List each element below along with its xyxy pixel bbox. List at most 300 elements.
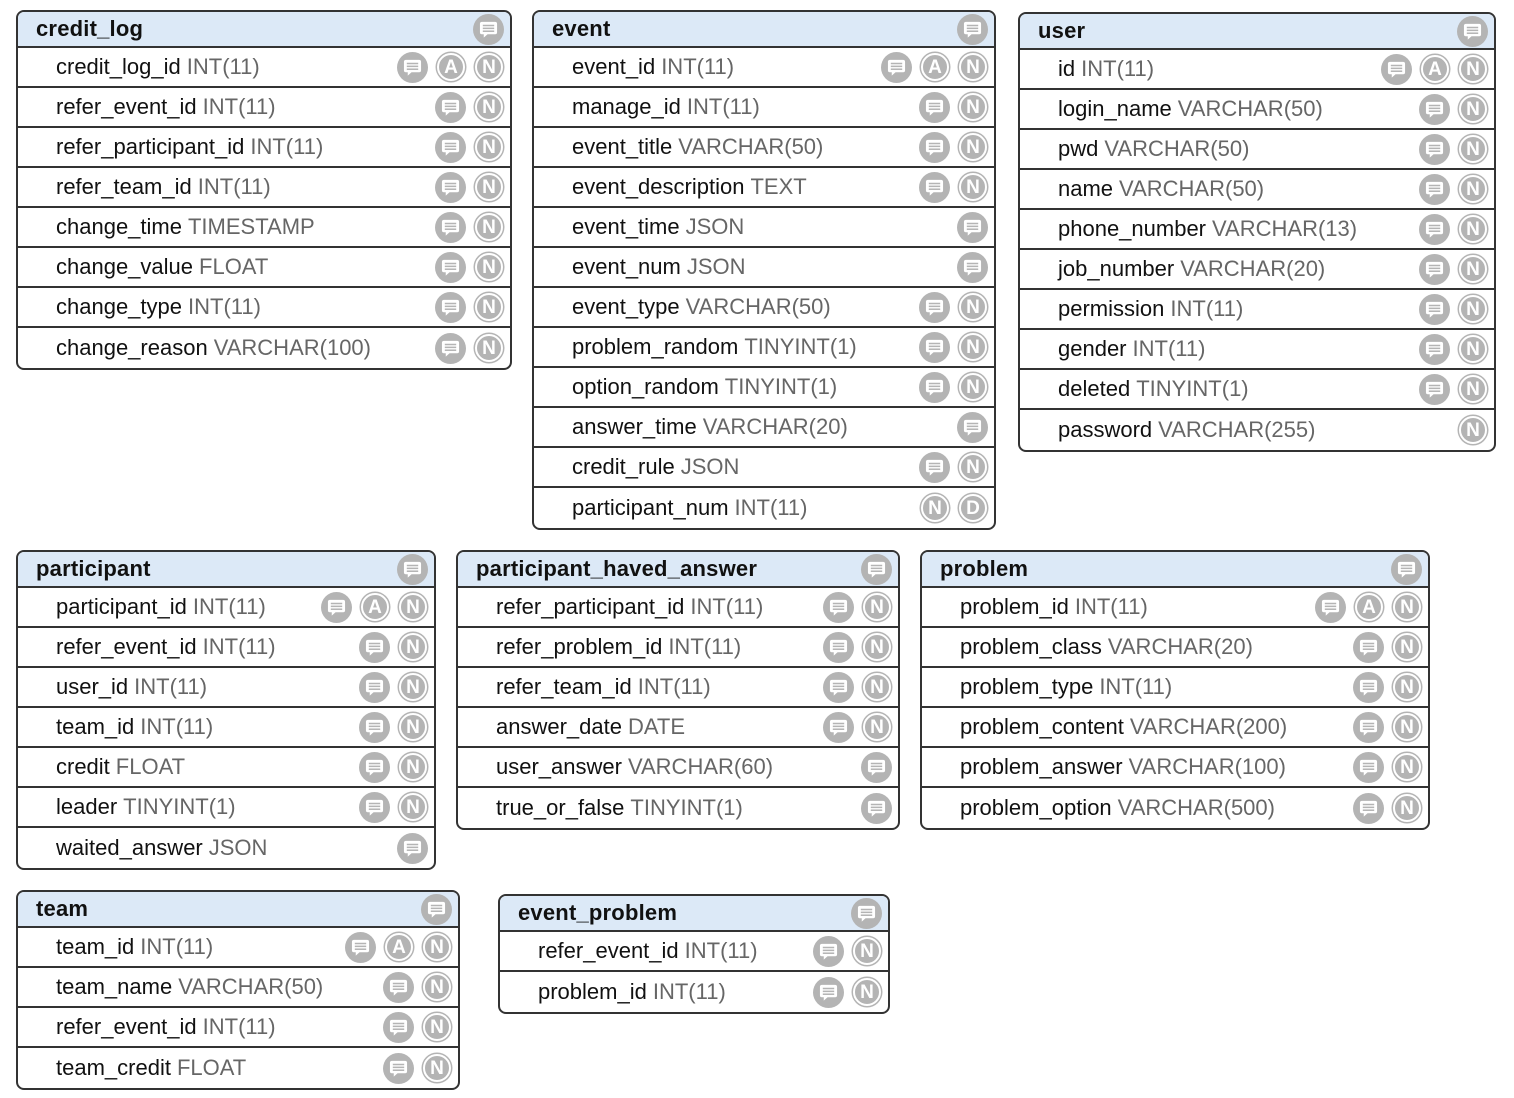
column-type: INT(11) bbox=[690, 594, 764, 619]
column-row[interactable] bbox=[18, 328, 510, 368]
not-null-icon[interactable]: N bbox=[959, 133, 987, 161]
column-row[interactable] bbox=[922, 748, 1428, 788]
not-null-icon[interactable]: N bbox=[399, 633, 427, 661]
column-name: change_reason bbox=[56, 335, 208, 360]
header-icons bbox=[851, 898, 882, 929]
column-name: user_id bbox=[56, 674, 129, 699]
comment-icon[interactable] bbox=[1381, 54, 1412, 85]
table-event[interactable] bbox=[532, 10, 996, 530]
column-row[interactable] bbox=[18, 708, 434, 748]
column-row[interactable] bbox=[1020, 210, 1494, 250]
column-label bbox=[572, 214, 744, 240]
column-row[interactable] bbox=[18, 288, 510, 328]
not-null-icon[interactable]: N bbox=[399, 713, 427, 741]
comment-icon[interactable] bbox=[1419, 294, 1450, 325]
comment-icon[interactable] bbox=[435, 92, 466, 123]
comment-icon[interactable] bbox=[823, 632, 854, 663]
column-type: VARCHAR(50) bbox=[178, 974, 324, 999]
column-row[interactable] bbox=[18, 928, 458, 968]
column-row[interactable] bbox=[18, 48, 510, 88]
column-row[interactable] bbox=[534, 208, 994, 248]
not-null-icon[interactable]: N bbox=[1459, 175, 1487, 203]
not-null-icon[interactable]: N bbox=[1459, 375, 1487, 403]
column-row[interactable] bbox=[18, 628, 434, 668]
comment-icon[interactable] bbox=[1419, 94, 1450, 125]
table-header[interactable] bbox=[922, 552, 1428, 588]
column-row[interactable] bbox=[534, 368, 994, 408]
not-null-icon[interactable]: N bbox=[1393, 753, 1421, 781]
column-row[interactable] bbox=[18, 128, 510, 168]
not-null-icon[interactable]: N bbox=[475, 133, 503, 161]
column-badges bbox=[1458, 415, 1488, 445]
column-badges bbox=[383, 1053, 452, 1084]
column-type: FLOAT bbox=[199, 254, 269, 279]
column-row[interactable] bbox=[458, 668, 898, 708]
comment-icon[interactable] bbox=[1419, 174, 1450, 205]
column-type: INT(11) bbox=[1099, 674, 1173, 699]
comment-icon[interactable] bbox=[359, 672, 390, 703]
not-null-icon[interactable]: N bbox=[399, 793, 427, 821]
column-label bbox=[1058, 417, 1315, 443]
column-type: VARCHAR(50) bbox=[678, 134, 824, 159]
column-label bbox=[56, 174, 271, 200]
comment-icon[interactable] bbox=[919, 332, 950, 363]
column-name: login_name bbox=[1058, 96, 1172, 121]
column-type: VARCHAR(50) bbox=[1119, 176, 1265, 201]
comment-icon[interactable] bbox=[919, 92, 950, 123]
comment-icon[interactable] bbox=[359, 792, 390, 823]
comment-icon[interactable] bbox=[359, 752, 390, 783]
column-badges bbox=[1353, 632, 1422, 663]
column-type: FLOAT bbox=[115, 754, 186, 779]
column-name: participant_id bbox=[56, 594, 187, 619]
column-label bbox=[572, 495, 807, 521]
comment-icon[interactable] bbox=[919, 452, 950, 483]
not-null-icon[interactable]: N bbox=[959, 333, 987, 361]
column-row[interactable] bbox=[922, 588, 1428, 628]
not-null-icon[interactable]: N bbox=[1459, 135, 1487, 163]
comment-icon[interactable] bbox=[1457, 16, 1488, 47]
table-header[interactable] bbox=[18, 552, 434, 588]
comment-icon[interactable] bbox=[813, 977, 844, 1008]
column-type: INT(11) bbox=[652, 979, 726, 1004]
column-type: INT(11) bbox=[734, 495, 808, 520]
column-type: VARCHAR(50) bbox=[1104, 136, 1250, 161]
comment-icon[interactable] bbox=[861, 752, 892, 783]
not-null-icon[interactable]: N bbox=[475, 93, 503, 121]
not-null-icon[interactable]: N bbox=[1459, 255, 1487, 283]
column-label bbox=[56, 634, 276, 660]
comment-icon[interactable] bbox=[435, 172, 466, 203]
table-header[interactable] bbox=[534, 12, 994, 48]
comment-icon[interactable] bbox=[435, 252, 466, 283]
header-icons bbox=[1391, 554, 1422, 585]
column-row[interactable] bbox=[18, 248, 510, 288]
not-null-icon[interactable]: N bbox=[1459, 215, 1487, 243]
comment-icon[interactable] bbox=[435, 292, 466, 323]
comment-icon[interactable] bbox=[1315, 592, 1346, 623]
not-null-icon[interactable]: N bbox=[959, 173, 987, 201]
column-type: VARCHAR(500) bbox=[1117, 795, 1275, 820]
column-row[interactable] bbox=[534, 328, 994, 368]
column-badges bbox=[920, 493, 988, 523]
column-name: waited_answer bbox=[56, 835, 203, 860]
column-label bbox=[1058, 56, 1154, 82]
column-label bbox=[56, 674, 207, 700]
column-badges bbox=[919, 372, 988, 403]
comment-icon[interactable] bbox=[957, 212, 988, 243]
not-null-icon[interactable]: N bbox=[863, 713, 891, 741]
column-type: VARCHAR(20) bbox=[702, 414, 848, 439]
column-row[interactable] bbox=[534, 488, 994, 528]
column-badges bbox=[435, 333, 504, 364]
not-null-icon[interactable]: N bbox=[475, 334, 503, 362]
table-title: event bbox=[552, 16, 611, 41]
column-row[interactable] bbox=[534, 128, 994, 168]
table-title: problem bbox=[940, 556, 1029, 581]
column-name: team_credit bbox=[56, 1055, 171, 1080]
comment-icon[interactable] bbox=[861, 554, 892, 585]
comment-icon[interactable] bbox=[397, 52, 428, 83]
comment-icon[interactable] bbox=[823, 592, 854, 623]
comment-icon[interactable] bbox=[321, 592, 352, 623]
comment-icon[interactable] bbox=[383, 1053, 414, 1084]
not-null-icon[interactable]: N bbox=[959, 93, 987, 121]
column-row[interactable] bbox=[18, 668, 434, 708]
column-row[interactable] bbox=[18, 1048, 458, 1088]
column-badges bbox=[397, 52, 504, 83]
column-name: credit bbox=[56, 754, 110, 779]
table-team[interactable] bbox=[16, 890, 460, 1090]
column-badges bbox=[383, 1012, 452, 1043]
comment-icon[interactable] bbox=[823, 672, 854, 703]
comment-icon[interactable] bbox=[383, 972, 414, 1003]
header-icons bbox=[397, 554, 428, 585]
column-type: VARCHAR(255) bbox=[1158, 417, 1316, 442]
column-label bbox=[1058, 256, 1325, 282]
not-null-icon[interactable]: N bbox=[959, 453, 987, 481]
table-header[interactable] bbox=[458, 552, 898, 588]
column-badges bbox=[823, 632, 892, 663]
comment-icon[interactable] bbox=[919, 132, 950, 163]
header-icons bbox=[861, 554, 892, 585]
comment-icon[interactable] bbox=[1419, 374, 1450, 405]
column-badges bbox=[1419, 374, 1488, 405]
comment-icon[interactable] bbox=[345, 932, 376, 963]
comment-icon[interactable] bbox=[1419, 334, 1450, 365]
column-name: refer_problem_id bbox=[496, 634, 663, 659]
column-type: JSON bbox=[680, 454, 740, 479]
column-badges bbox=[1419, 94, 1488, 125]
column-row[interactable] bbox=[18, 968, 458, 1008]
column-badges bbox=[1419, 174, 1488, 205]
not-null-icon[interactable]: N bbox=[423, 1054, 451, 1082]
column-type: VARCHAR(200) bbox=[1129, 714, 1288, 739]
table-user[interactable] bbox=[1018, 12, 1496, 452]
table-header[interactable] bbox=[18, 892, 458, 928]
column-type: INT(11) bbox=[661, 54, 735, 79]
table-event-problem[interactable] bbox=[498, 894, 890, 1014]
column-row[interactable] bbox=[922, 668, 1428, 708]
column-type: INT(11) bbox=[637, 674, 711, 699]
not-null-icon[interactable]: N bbox=[399, 673, 427, 701]
column-label bbox=[1058, 136, 1249, 162]
column-type: INT(11) bbox=[684, 938, 758, 963]
column-type: VARCHAR(60) bbox=[627, 754, 774, 779]
comment-icon[interactable] bbox=[359, 632, 390, 663]
comment-icon[interactable] bbox=[919, 372, 950, 403]
auto-increment-icon[interactable]: A bbox=[1421, 55, 1449, 83]
column-type: INT(11) bbox=[186, 54, 260, 79]
table-title: event_problem bbox=[518, 900, 678, 925]
column-row[interactable] bbox=[458, 588, 898, 628]
column-row[interactable] bbox=[458, 788, 898, 828]
column-name: problem_answer bbox=[960, 754, 1123, 779]
column-label bbox=[572, 454, 739, 480]
comment-icon[interactable] bbox=[957, 14, 988, 45]
column-type: JSON bbox=[686, 254, 746, 279]
column-row[interactable] bbox=[18, 828, 434, 868]
column-type: INT(11) bbox=[668, 634, 742, 659]
not-null-icon[interactable]: N bbox=[475, 253, 503, 281]
column-label bbox=[56, 794, 236, 820]
column-name: credit_rule bbox=[572, 454, 675, 479]
column-row[interactable] bbox=[1020, 90, 1494, 130]
auto-increment-icon[interactable]: A bbox=[921, 53, 949, 81]
column-type: TIMESTAMP bbox=[187, 214, 315, 239]
not-null-icon[interactable]: N bbox=[1459, 335, 1487, 363]
not-null-icon[interactable]: N bbox=[1459, 95, 1487, 123]
not-null-icon[interactable]: N bbox=[475, 173, 503, 201]
column-name: pwd bbox=[1058, 136, 1099, 161]
not-null-icon[interactable]: N bbox=[1393, 593, 1421, 621]
not-null-icon[interactable]: N bbox=[921, 494, 949, 522]
not-null-icon[interactable]: N bbox=[423, 1013, 451, 1041]
comment-icon[interactable] bbox=[823, 712, 854, 743]
comment-icon[interactable] bbox=[861, 793, 892, 824]
column-name: refer_event_id bbox=[56, 1014, 197, 1039]
comment-icon[interactable] bbox=[397, 833, 428, 864]
column-row[interactable] bbox=[458, 628, 898, 668]
table-credit-log[interactable] bbox=[16, 10, 512, 370]
not-null-icon[interactable]: N bbox=[959, 293, 987, 321]
not-null-icon[interactable]: N bbox=[863, 633, 891, 661]
table-header[interactable] bbox=[18, 12, 510, 48]
column-row[interactable] bbox=[1020, 130, 1494, 170]
not-null-icon[interactable]: N bbox=[1393, 673, 1421, 701]
comment-icon[interactable] bbox=[359, 712, 390, 743]
not-null-icon[interactable]: N bbox=[423, 933, 451, 961]
comment-icon[interactable] bbox=[919, 172, 950, 203]
column-type: TINYINT(1) bbox=[1136, 376, 1249, 401]
column-badges bbox=[919, 172, 988, 203]
not-null-icon[interactable]: N bbox=[399, 593, 427, 621]
auto-increment-icon[interactable]: A bbox=[1355, 593, 1383, 621]
column-badges bbox=[957, 412, 988, 443]
comment-icon[interactable] bbox=[957, 252, 988, 283]
column-row[interactable] bbox=[18, 208, 510, 248]
comment-icon[interactable] bbox=[1353, 632, 1384, 663]
column-row[interactable] bbox=[458, 748, 898, 788]
column-type: INT(11) bbox=[140, 934, 214, 959]
default-icon[interactable]: D bbox=[959, 494, 987, 522]
not-null-icon[interactable]: N bbox=[399, 753, 427, 781]
column-row[interactable] bbox=[1020, 330, 1494, 370]
not-null-icon[interactable]: N bbox=[1393, 713, 1421, 741]
column-label bbox=[960, 634, 1253, 660]
column-label bbox=[960, 674, 1172, 700]
not-null-icon[interactable]: N bbox=[959, 53, 987, 81]
column-row[interactable] bbox=[1020, 370, 1494, 410]
column-type: VARCHAR(100) bbox=[1128, 754, 1286, 779]
comment-icon[interactable] bbox=[435, 132, 466, 163]
comment-icon[interactable] bbox=[435, 333, 466, 364]
not-null-icon[interactable]: N bbox=[1393, 794, 1421, 822]
column-label bbox=[56, 294, 261, 320]
comment-icon[interactable] bbox=[435, 212, 466, 243]
column-name: manage_id bbox=[572, 94, 681, 119]
column-type: INT(11) bbox=[1081, 56, 1155, 81]
column-row[interactable] bbox=[534, 248, 994, 288]
column-row[interactable] bbox=[500, 972, 888, 1012]
not-null-icon[interactable]: N bbox=[475, 213, 503, 241]
table-title: credit_log bbox=[36, 16, 144, 41]
column-type: TINYINT(1) bbox=[123, 794, 236, 819]
auto-increment-icon[interactable]: A bbox=[385, 933, 413, 961]
column-row[interactable] bbox=[922, 788, 1428, 828]
column-row[interactable] bbox=[922, 708, 1428, 748]
column-badges bbox=[383, 972, 452, 1003]
column-type: INT(11) bbox=[188, 294, 261, 319]
not-null-icon[interactable]: N bbox=[1459, 416, 1487, 444]
not-null-icon[interactable]: N bbox=[863, 593, 891, 621]
not-null-icon[interactable]: N bbox=[423, 973, 451, 1001]
column-row[interactable] bbox=[18, 588, 434, 628]
column-badges bbox=[813, 977, 882, 1008]
column-row[interactable] bbox=[1020, 290, 1494, 330]
column-label bbox=[1058, 376, 1249, 402]
column-label bbox=[572, 174, 807, 200]
header-icons bbox=[421, 894, 452, 925]
comment-icon[interactable] bbox=[919, 292, 950, 323]
column-label bbox=[1058, 176, 1264, 202]
column-type: VARCHAR(20) bbox=[1107, 634, 1253, 659]
column-row[interactable] bbox=[534, 288, 994, 328]
not-null-icon[interactable]: N bbox=[1459, 295, 1487, 323]
table-header[interactable] bbox=[1020, 14, 1494, 50]
not-null-icon[interactable]: N bbox=[863, 673, 891, 701]
column-row[interactable] bbox=[922, 628, 1428, 668]
comment-icon[interactable] bbox=[1353, 672, 1384, 703]
comment-icon[interactable] bbox=[1391, 554, 1422, 585]
column-name: event_id bbox=[572, 54, 656, 79]
column-name: id bbox=[1058, 56, 1076, 81]
comment-icon[interactable] bbox=[957, 412, 988, 443]
column-row[interactable] bbox=[18, 788, 434, 828]
auto-increment-icon[interactable]: A bbox=[437, 53, 465, 81]
column-label bbox=[496, 714, 685, 740]
column-type: INT(11) bbox=[202, 1014, 276, 1039]
column-row[interactable] bbox=[18, 168, 510, 208]
table-participant[interactable] bbox=[16, 550, 436, 870]
column-row[interactable] bbox=[534, 88, 994, 128]
table-title: participant bbox=[36, 556, 151, 581]
not-null-icon[interactable]: N bbox=[1393, 633, 1421, 661]
column-row[interactable] bbox=[534, 48, 994, 88]
comment-icon[interactable] bbox=[813, 936, 844, 967]
comment-icon[interactable] bbox=[1419, 214, 1450, 245]
column-row[interactable] bbox=[1020, 410, 1494, 450]
not-null-icon[interactable]: N bbox=[853, 937, 881, 965]
column-row[interactable] bbox=[534, 448, 994, 488]
column-label bbox=[1058, 96, 1323, 122]
auto-increment-icon[interactable]: A bbox=[361, 593, 389, 621]
column-name: problem_type bbox=[960, 674, 1094, 699]
column-badges bbox=[435, 292, 504, 323]
column-row[interactable] bbox=[500, 932, 888, 972]
column-badges bbox=[1381, 54, 1488, 85]
column-name: name bbox=[1058, 176, 1114, 201]
column-row[interactable] bbox=[18, 1008, 458, 1048]
comment-icon[interactable] bbox=[1419, 254, 1450, 285]
column-row[interactable] bbox=[18, 88, 510, 128]
column-row[interactable] bbox=[534, 168, 994, 208]
not-null-icon[interactable]: N bbox=[475, 53, 503, 81]
comment-icon[interactable] bbox=[1353, 712, 1384, 743]
column-label bbox=[1058, 296, 1243, 322]
not-null-icon[interactable]: N bbox=[1459, 55, 1487, 83]
comment-icon[interactable] bbox=[1353, 752, 1384, 783]
column-name: participant_num bbox=[572, 495, 729, 520]
comment-icon[interactable] bbox=[1353, 793, 1384, 824]
column-row[interactable] bbox=[18, 748, 434, 788]
column-badges bbox=[321, 592, 428, 623]
column-badges bbox=[919, 92, 988, 123]
column-type: DATE bbox=[627, 714, 686, 739]
column-label bbox=[572, 134, 823, 160]
table-participant-haved-answer[interactable] bbox=[456, 550, 900, 830]
column-row[interactable] bbox=[1020, 50, 1494, 90]
not-null-icon[interactable]: N bbox=[475, 293, 503, 321]
not-null-icon[interactable]: N bbox=[959, 373, 987, 401]
comment-icon[interactable] bbox=[383, 1012, 414, 1043]
comment-icon[interactable] bbox=[421, 894, 452, 925]
table-problem[interactable] bbox=[920, 550, 1430, 830]
column-label bbox=[56, 1014, 276, 1040]
column-name: change_type bbox=[56, 294, 182, 319]
column-label bbox=[572, 54, 734, 80]
column-name: event_title bbox=[572, 134, 673, 159]
column-type: JSON bbox=[208, 835, 268, 860]
comment-icon[interactable] bbox=[1419, 134, 1450, 165]
column-name: refer_event_id bbox=[56, 634, 197, 659]
comment-icon[interactable] bbox=[851, 898, 882, 929]
comment-icon[interactable] bbox=[881, 52, 912, 83]
column-label bbox=[960, 594, 1148, 620]
column-row[interactable] bbox=[534, 408, 994, 448]
column-label bbox=[56, 54, 260, 80]
column-name: change_time bbox=[56, 214, 182, 239]
column-row[interactable] bbox=[1020, 250, 1494, 290]
column-label bbox=[538, 979, 726, 1005]
column-row[interactable] bbox=[1020, 170, 1494, 210]
not-null-icon[interactable]: N bbox=[853, 978, 881, 1006]
comment-icon[interactable] bbox=[397, 554, 428, 585]
comment-icon[interactable] bbox=[473, 14, 504, 45]
column-label bbox=[572, 254, 746, 280]
table-header[interactable] bbox=[500, 896, 888, 932]
column-row[interactable] bbox=[458, 708, 898, 748]
